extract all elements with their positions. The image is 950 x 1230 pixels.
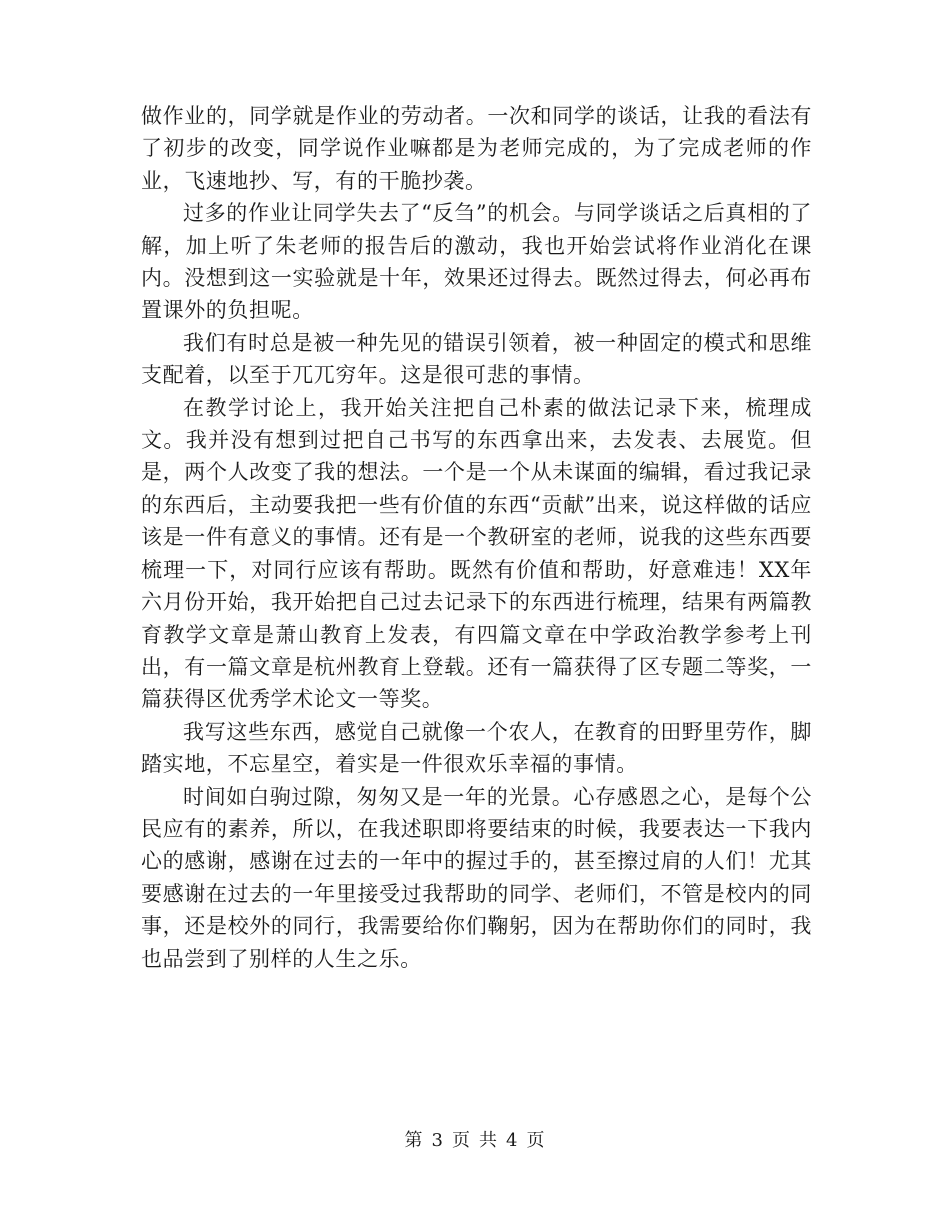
paragraph-4: 在教学讨论上，我开始关注把自己朴素的做法记录下来，梳理成文。我并没有想到过把自己书写的东西拿出来，去发表、去展览。但是，两个人改变了我的想法。一个是一个从未谋面的编辑，看过我记录的东西后，主动要我把一些有价值的东西“贡献”出来，说这样做的话应该是一件有意义的事情。还有是一个教研室的老师，说我的这些东西要梳理一下，对同行应该有帮助。既然有价值和帮助，好意难违！XX年六月份开始，我开始把自己过去记录下的东西进行梳理，结果有两篇教育教学文章是萧山教育上发表，有四篇文章在中学政治教学参考上刊出，有一篇文章是杭州教育上登载。还有一篇获得了区专题二等奖，一篇获得区优秀学术论文一等奖。 bbox=[141, 395, 812, 712]
footer-label-ye2: 页 bbox=[526, 1130, 546, 1151]
document-body bbox=[141, 100, 812, 975]
paragraph-6: 时间如白驹过隙，匆匆又是一年的光景。心存感恩之心，是每个公民应有的素养，所以，在我述职即将要结束的时候，我要表达一下我内心的感谢，感谢在过去的一年中的握过手的，甚至擦过肩的人们！尤其要感谢在过去的一年里接受过我帮助的同学、老师们，不管是校内的同事，还是校外的同行，我需要给你们鞠躬，因为在帮助你们的同时，我也品尝到了别样的人生之乐。 bbox=[141, 784, 812, 971]
paragraph-1: 做作业的，同学就是作业的劳动者。一次和同学的谈话，让我的看法有了初步的改变，同学说作业嘛都是为老师完成的，为了完成老师的作业，飞速地抄、写，有的干脆抄袭。 bbox=[141, 104, 812, 193]
footer-total-pages: 4 bbox=[506, 1130, 519, 1151]
paragraph-3: 我们有时总是被一种先见的错误引领着，被一种固定的模式和思维支配着，以至于兀兀穷年。这是很可悲的事情。 bbox=[141, 330, 812, 388]
footer-label-di: 第 bbox=[404, 1130, 424, 1151]
page-footer bbox=[0, 1126, 950, 1152]
footer-current-page: 3 bbox=[431, 1130, 444, 1151]
footer-label-ye: 页 bbox=[452, 1130, 471, 1151]
paragraph-2: 过多的作业让同学失去了“反刍”的机会。与同学谈话之后真相的了解，加上听了朱老师的报告后的激动，我也开始尝试将作业消化在课内。没想到这一实验就是十年，效果还过得去。既然过得去，何必再布置课外的负担呢。 bbox=[141, 201, 812, 323]
paragraph-5: 我写这些东西，感觉自己就像一个农人，在教育的田野里劳作，脚踏实地，不忘星空，着实是一件很欢乐幸福的事情。 bbox=[141, 719, 812, 777]
footer-label-gong: 共 bbox=[479, 1130, 498, 1151]
